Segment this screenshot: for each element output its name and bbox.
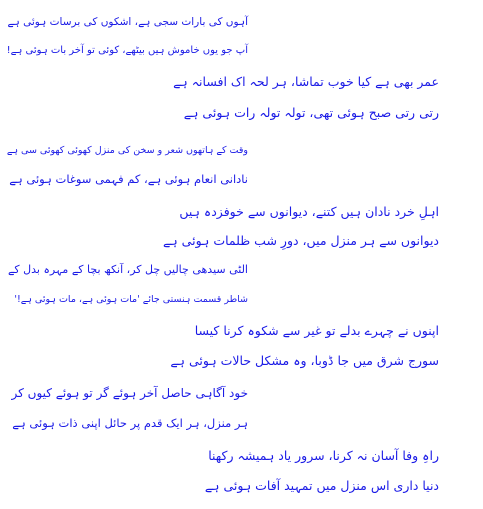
verse-line: اہلِ خرد نادان ہیں کتنے، دیوانوں سے خوفزدہ ہیں [179, 204, 439, 219]
verse-line: نادانی انعام ہوئی ہے، کم فہمی سوغات ہوئی ہے [9, 172, 248, 186]
verse-line: خود آگاہی حاصل آخر ہوئے گر تو ہوئے کیوں کر [11, 386, 248, 400]
verse-line: وقت کے ہاتھوں شعر و سخن کی منزل کھوئی کھوئی سی ہے [6, 145, 248, 156]
verse-line: عمر بھی ہے کیا خوب تماشا، ہر لحہ اک افسانہ ہے [173, 74, 439, 89]
verse-line: سورج شرق میں جا ڈوبا، وہ مشکل حالات ہوئی ہے [170, 353, 439, 368]
verse-line: راہِ وفا آسان نہ کرنا، سرور یاد ہمیشہ رکھنا [208, 448, 439, 463]
verse-line: دیوانوں سے ہر منزل میں، دورِ شب ظلمات ہوئی ہے [163, 233, 439, 248]
verse-line: آہوں کی بارات سجی ہے، اشکوں کی برسات ہوئی ہے [7, 16, 248, 28]
verse-line: دنیا داری اس منزل میں تمہید آفات ہوئی ہے [204, 478, 439, 493]
verse-line: اپنوں نے چہرے بدلے تو غیر سے شکوہ کرنا کیسا [194, 323, 439, 338]
verse-line: شاطر قسمت ہنستی جائے 'مات ہوئی ہے، مات ہوئی ہے!' [14, 294, 248, 305]
verse-line: آپ جو یوں خاموش ہیں بیٹھے، کوئی تو آخر بات ہوئی ہے! [6, 45, 248, 56]
verse-line: الٹی سیدھی چالیں چل کر، آنکھ بچا کے مہرہ بدل کے [7, 263, 248, 276]
verse-line: ہر منزل، ہر ایک قدم پر حائل اپنی ذات ہوئی ہے [12, 416, 248, 430]
verse-line: رتی رتی صبح ہوئی تھی، تولہ تولہ رات ہوئی ہے [183, 105, 439, 120]
